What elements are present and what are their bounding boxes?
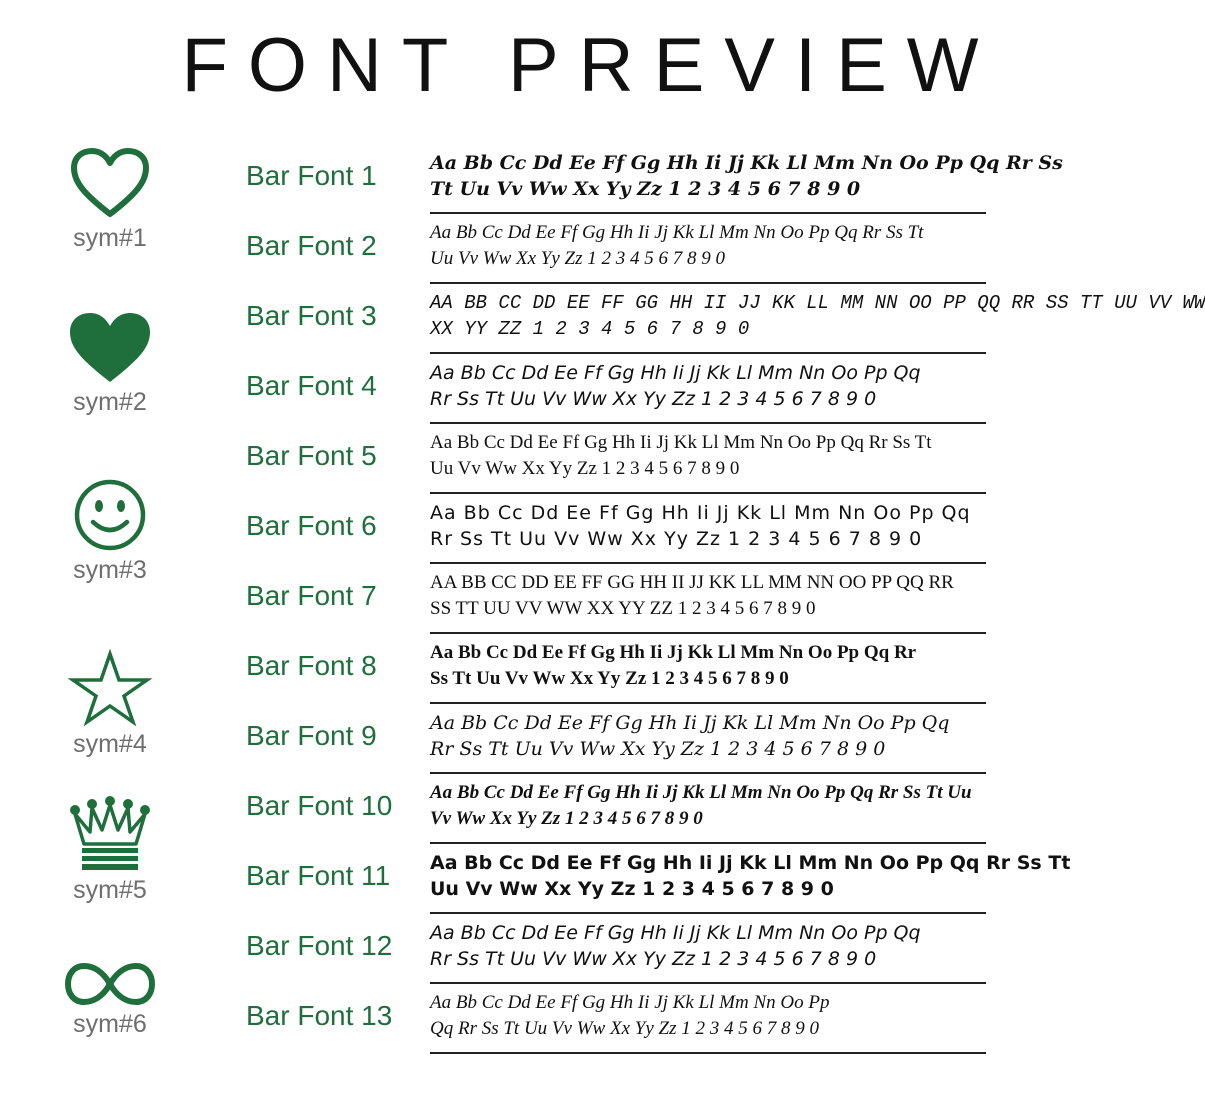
sample-line-1: Aa Bb Cc Dd Ee Ff Gg Hh Ii Jj Kk Ll Mm Nn Oo Pp Qq [430,922,921,944]
symbol-label: sym#1 [73,224,147,252]
sample-line-2: XX YY ZZ 1 2 3 4 5 6 7 8 9 0 [430,318,750,340]
font-row-4 [0,360,1100,430]
sample-line-2: Tt Uu Vv Ww Xx Yy Zz 1 2 3 4 5 6 7 8 9 0 [430,178,861,200]
font-row-9 [0,710,1100,780]
font-name: Bar Font 9 [246,720,377,751]
font-name: Bar Font 10 [246,790,393,821]
sample-line-2: Uu Vv Ww Xx Yy Zz 1 2 3 4 5 6 7 8 9 0 [430,248,726,269]
font-row-11 [0,850,1100,920]
sample-line-1: Aa Bb Cc Dd Ee Ff Gg Hh Ii Jj Kk Ll Mm Nn Oo Pp Qq Rr Ss Tt [430,432,932,453]
font-sample [430,500,986,564]
symbol-label: sym#3 [73,556,147,584]
font-row-8 [0,640,1100,710]
sample-line-2: Rr Ss Tt Uu Vv Ww Xx Yy Zz 1 2 3 4 5 6 7 8 9 0 [430,388,877,410]
font-row-7 [0,570,1100,640]
symbol-label: sym#4 [73,730,147,758]
font-sample [430,290,1205,354]
font-sample [430,570,986,634]
sample-line-1: Aa Bb Cc Dd Ee Ff Gg Hh Ii Jj Kk Ll Mm Nn Oo Pp Qq Rr [430,642,917,663]
font-name: Bar Font 2 [246,230,377,261]
font-sample [430,710,986,774]
font-name: Bar Font 4 [246,370,377,401]
font-row-2 [0,220,1100,290]
sample-line-2: Vv Ww Xx Yy Zz 1 2 3 4 5 6 7 8 9 0 [430,808,703,829]
font-row-1 [0,150,1100,220]
font-name: Bar Font 11 [246,860,391,891]
sample-line-1: Aa Bb Cc Dd Ee Ff Gg Hh Ii Jj Kk Ll Mm Nn Oo Pp Qq Rr Ss Tt Uu [430,782,972,803]
font-row-13 [0,990,1100,1060]
font-name: Bar Font 1 [246,160,377,191]
font-name: Bar Font 5 [246,440,377,471]
font-name: Bar Font 3 [246,300,377,331]
sample-line-2: Qq Rr Ss Tt Uu Vv Ww Xx Yy Zz 1 2 3 4 5 6 7 8 9 0 [430,1018,819,1039]
font-row-6 [0,500,1100,570]
sample-line-2: Uu Vv Ww Xx Yy Zz 1 2 3 4 5 6 7 8 9 0 [430,458,740,479]
font-sample [430,780,986,844]
font-row-10 [0,780,1100,850]
font-name: Bar Font 12 [246,930,393,961]
sample-line-2: Rr Ss Tt Uu Vv Ww Xx Yy Zz 1 2 3 4 5 6 7 8 9 0 [430,738,886,760]
font-sample [430,360,986,424]
font-name: Bar Font 13 [246,1000,393,1031]
sample-line-1: Aa Bb Cc Dd Ee Ff Gg Hh Ii Jj Kk Ll Mm Nn Oo Pp [430,992,830,1013]
sample-line-2: Uu Vv Ww Xx Yy Zz 1 2 3 4 5 6 7 8 9 0 [430,878,834,900]
font-sample [430,430,986,494]
sample-line-1: AA BB CC DD EE FF GG HH II JJ KK LL MM NN OO PP QQ RR [430,572,954,593]
symbol-label: sym#2 [73,388,147,416]
font-sample [430,220,986,284]
font-name: Bar Font 8 [246,650,377,681]
sample-line-2: SS TT UU VV WW XX YY ZZ 1 2 3 4 5 6 7 8 9 0 [430,598,816,619]
font-name: Bar Font 7 [246,580,377,611]
font-sample [430,150,1063,214]
sample-line-1: Aa Bb Cc Dd Ee Ff Gg Hh Ii Jj Kk Ll Mm Nn Oo Pp Qq Rr Ss [430,152,1063,174]
symbol-label: sym#6 [73,1010,147,1038]
font-row-3 [0,290,1205,360]
font-sample [430,850,1071,914]
font-name: Bar Font 6 [246,510,377,541]
sample-line-1: AA BB CC DD EE FF GG HH II JJ KK LL MM NN OO PP QQ RR SS TT UU VV WW [430,292,1205,314]
font-sample [430,990,986,1054]
sample-line-2: Ss Tt Uu Vv Ww Xx Yy Zz 1 2 3 4 5 6 7 8 9 0 [430,668,789,689]
sample-line-1: Aa Bb Cc Dd Ee Ff Gg Hh Ii Jj Kk Ll Mm Nn Oo Pp Qq [430,712,950,734]
font-sample [430,640,986,704]
font-row-12 [0,920,1100,990]
font-row-5 [0,430,1100,500]
sample-line-2: Rr Ss Tt Uu Vv Ww Xx Yy Zz 1 2 3 4 5 6 7 8 9 0 [430,528,923,550]
sample-line-1: Aa Bb Cc Dd Ee Ff Gg Hh Ii Jj Kk Ll Mm Nn Oo Pp Qq Rr Ss Tt [430,222,924,243]
sample-line-1: Aa Bb Cc Dd Ee Ff Gg Hh Ii Jj Kk Ll Mm Nn Oo Pp Qq Rr Ss Tt [430,852,1071,874]
symbol-label: sym#5 [73,876,147,904]
font-sample [430,920,986,984]
sample-line-1: Aa Bb Cc Dd Ee Ff Gg Hh Ii Jj Kk Ll Mm Nn Oo Pp Qq [430,362,921,384]
sample-line-2: Rr Ss Tt Uu Vv Ww Xx Yy Zz 1 2 3 4 5 6 7 8 9 0 [430,948,877,970]
page-title: FONT PREVIEW [181,23,999,108]
sample-line-1: Aa Bb Cc Dd Ee Ff Gg Hh Ii Jj Kk Ll Mm Nn Oo Pp Qq [430,502,971,524]
